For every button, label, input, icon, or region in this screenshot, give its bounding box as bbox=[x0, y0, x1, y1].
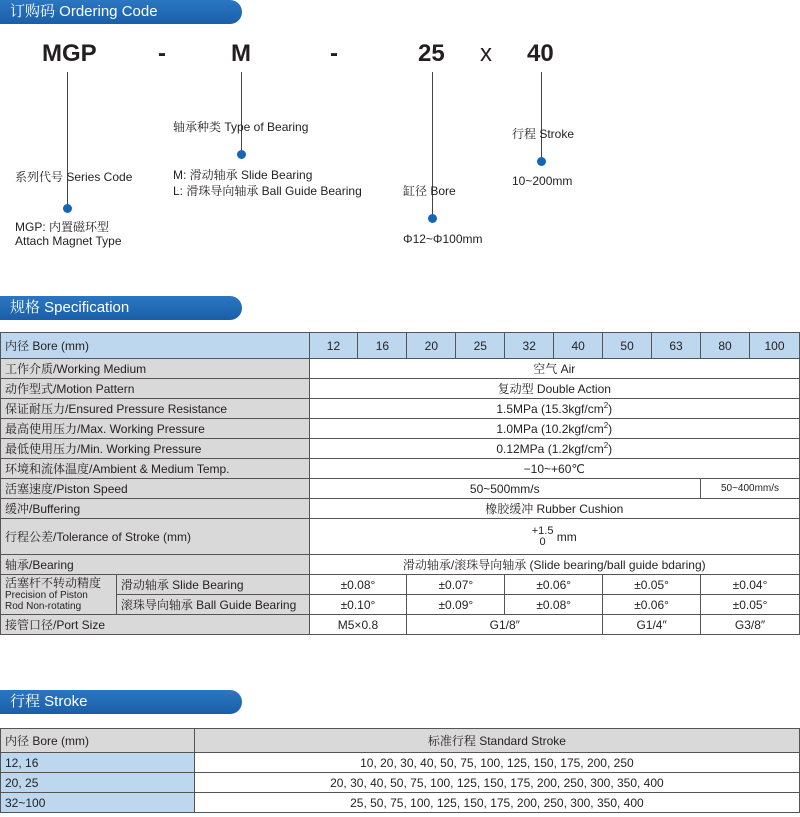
stroke-range: 10~200mm bbox=[512, 174, 573, 188]
code-series: MGP bbox=[42, 40, 97, 67]
max-sup: 2 bbox=[603, 421, 609, 430]
buffer-label: 缓冲/Buffering bbox=[1, 499, 310, 519]
stroke-line bbox=[541, 72, 542, 160]
spec-row-ensured bbox=[1, 399, 800, 419]
ball-value-5: ±0.05° bbox=[701, 595, 800, 615]
slide-label: 滑动轴承 Slide Bearing bbox=[116, 575, 309, 595]
temp-label: 环境和流体温度/Ambient & Medium Temp. bbox=[1, 459, 310, 479]
stroke-row-bore: 20, 25 bbox=[1, 773, 195, 793]
bearing-row-label: 轴承/Bearing bbox=[1, 555, 310, 575]
spec-row-max bbox=[1, 419, 800, 439]
stroke-row-bore: 32~100 bbox=[1, 793, 195, 813]
bore-25: 25 bbox=[456, 333, 505, 359]
stroke-row-bore: 12, 16 bbox=[1, 753, 195, 773]
motion-label: 动作型式/Motion Pattern bbox=[1, 379, 310, 399]
ordering-code-banner bbox=[0, 0, 242, 24]
speed-value-2: 50~400mm/s bbox=[701, 479, 800, 499]
bore-12: 12 bbox=[309, 333, 358, 359]
speed-value-1: 50~500mm/s bbox=[309, 479, 701, 499]
stroke-section-title: 行程 Stroke bbox=[10, 693, 88, 710]
medium-value: 空气 Air bbox=[309, 359, 799, 379]
spec-row-bearing bbox=[1, 555, 800, 575]
ensured-value: 1.5MPa (15.3kgf/cm bbox=[496, 402, 604, 416]
bore-label: 缸径 Bore bbox=[403, 184, 456, 198]
bore-16: 16 bbox=[358, 333, 407, 359]
bearing-type-label: 轴承种类 Type of Bearing bbox=[173, 120, 309, 134]
series-label: 系列代号 Series Code bbox=[15, 170, 133, 184]
code-stroke: 40 bbox=[527, 40, 554, 67]
spec-row-buffer bbox=[1, 499, 800, 519]
slide-value-5: ±0.04° bbox=[701, 575, 800, 595]
specification-banner bbox=[0, 296, 242, 320]
min-close: ) bbox=[608, 442, 613, 456]
prec-label-1: 活塞杆不转动精度 bbox=[5, 575, 102, 590]
ball-value-1: ±0.10° bbox=[309, 595, 407, 615]
stroke-row bbox=[1, 753, 800, 773]
ensured-label: 保证耐压力/Ensured Pressure Resistance bbox=[1, 399, 310, 419]
bearing-m-desc: M: 滑动轴承 Slide Bearing bbox=[173, 168, 313, 182]
ensured-sup: 2 bbox=[603, 401, 609, 410]
spec-row-motion bbox=[1, 379, 800, 399]
stroke-header-row bbox=[1, 729, 800, 753]
ensured-close: ) bbox=[608, 402, 613, 416]
code-x: x bbox=[480, 40, 492, 67]
specification-title: 规格 Specification bbox=[10, 299, 130, 316]
max-close: ) bbox=[608, 422, 613, 436]
ensured-value-cell bbox=[309, 399, 799, 419]
specification-table bbox=[0, 332, 800, 635]
stroke-row bbox=[1, 773, 800, 793]
code-bearing: M bbox=[231, 40, 251, 67]
min-label: 最低使用压力/Min. Working Pressure bbox=[1, 439, 310, 459]
bore-40: 40 bbox=[554, 333, 603, 359]
buffer-value: 橡胶缓冲 Rubber Cushion bbox=[309, 499, 799, 519]
stroke-bore-header: 内径 Bore (mm) bbox=[1, 729, 195, 753]
port-value-3: G1/4″ bbox=[603, 615, 701, 635]
min-value: 0.12MPa (1.2kgf/cm bbox=[496, 442, 604, 456]
ball-value-4: ±0.06° bbox=[603, 595, 701, 615]
spec-row-ball bbox=[1, 595, 800, 615]
bore-80: 80 bbox=[701, 333, 750, 359]
spec-row-slide bbox=[1, 575, 800, 595]
max-value: 1.0MPa (10.2kgf/cm bbox=[496, 422, 604, 436]
spec-header-row bbox=[1, 333, 800, 359]
bore-range: Φ12~Φ100mm bbox=[403, 232, 483, 246]
spec-row-port bbox=[1, 615, 800, 635]
port-value-2: G1/8″ bbox=[407, 615, 603, 635]
bearing-line bbox=[241, 72, 242, 152]
prec-label-3: Rod Non-rotating bbox=[5, 600, 82, 612]
code-bore: 25 bbox=[418, 40, 445, 67]
slide-value-4: ±0.05° bbox=[603, 575, 701, 595]
ball-value-2: ±0.09° bbox=[407, 595, 505, 615]
spec-row-speed bbox=[1, 479, 800, 499]
speed-label: 活塞速度/Piston Speed bbox=[1, 479, 310, 499]
prec-label-2: Precision of Piston bbox=[5, 589, 88, 601]
ball-value-3: ±0.08° bbox=[505, 595, 603, 615]
stroke-std-header: 标准行程 Standard Stroke bbox=[194, 729, 799, 753]
series-dot bbox=[63, 204, 72, 213]
spec-row-min bbox=[1, 439, 800, 459]
series-desc-1: MGP: 内置磁环型 bbox=[15, 220, 110, 234]
slide-value-1: ±0.08° bbox=[309, 575, 407, 595]
min-value-cell bbox=[309, 439, 799, 459]
stroke-table bbox=[0, 728, 800, 813]
code-dash-1: - bbox=[158, 40, 166, 67]
tol-zero: 0 bbox=[539, 535, 546, 548]
tol-label: 行程公差/Tolerance of Stroke (mm) bbox=[1, 519, 310, 555]
stroke-row bbox=[1, 793, 800, 813]
code-dash-2: - bbox=[330, 40, 338, 67]
stroke-row-values: 10, 20, 30, 40, 50, 75, 100, 125, 150, 175, 200, 250 bbox=[194, 753, 799, 773]
max-label: 最高使用压力/Max. Working Pressure bbox=[1, 419, 310, 439]
stroke-row-values: 20, 30, 40, 50, 75, 100, 125, 150, 175, 200, 250, 300, 350, 400 bbox=[194, 773, 799, 793]
series-line bbox=[67, 72, 68, 208]
spec-row-medium bbox=[1, 359, 800, 379]
slide-value-3: ±0.06° bbox=[505, 575, 603, 595]
port-value-1: M5×0.8 bbox=[309, 615, 407, 635]
ordering-code-title: 订购码 Ordering Code bbox=[10, 3, 158, 20]
slide-value-2: ±0.07° bbox=[407, 575, 505, 595]
stroke-row-values: 25, 50, 75, 100, 125, 150, 175, 200, 250, 300, 350, 400 bbox=[194, 793, 799, 813]
bore-50: 50 bbox=[603, 333, 652, 359]
medium-label: 工作介质/Working Medium bbox=[1, 359, 310, 379]
precision-label bbox=[1, 575, 117, 615]
spec-row-temp bbox=[1, 459, 800, 479]
motion-value: 复动型 Double Action bbox=[309, 379, 799, 399]
tol-value-cell bbox=[309, 519, 799, 555]
tol-plus: +1.5 bbox=[531, 524, 554, 537]
bore-dot bbox=[428, 214, 437, 223]
spec-bore-header: 内径 Bore (mm) bbox=[1, 333, 310, 359]
max-value-cell bbox=[309, 419, 799, 439]
bore-63: 63 bbox=[652, 333, 701, 359]
series-desc-2: Attach Magnet Type bbox=[15, 234, 122, 248]
port-value-4: G3/8″ bbox=[701, 615, 800, 635]
stroke-label: 行程 Stroke bbox=[512, 127, 575, 141]
stroke-dot bbox=[537, 157, 546, 166]
stroke-banner bbox=[0, 690, 242, 714]
bearing-row-value: 滑动轴承/滚珠导向轴承 (Slide bearing/ball guide bdaring) bbox=[309, 555, 799, 575]
bearing-l-desc: L: 滑珠导向轴承 Ball Guide Bearing bbox=[173, 184, 362, 198]
tol-unit: mm bbox=[556, 529, 577, 544]
bore-32: 32 bbox=[505, 333, 554, 359]
bore-100: 100 bbox=[749, 333, 799, 359]
min-sup: 2 bbox=[603, 441, 609, 450]
port-label: 接管口径/Port Size bbox=[1, 615, 310, 635]
ball-label: 滚珠导向轴承 Ball Guide Bearing bbox=[116, 595, 309, 615]
bore-20: 20 bbox=[407, 333, 456, 359]
temp-value: −10~+60℃ bbox=[309, 459, 799, 479]
bearing-dot bbox=[237, 150, 246, 159]
spec-row-tolerance bbox=[1, 519, 800, 555]
